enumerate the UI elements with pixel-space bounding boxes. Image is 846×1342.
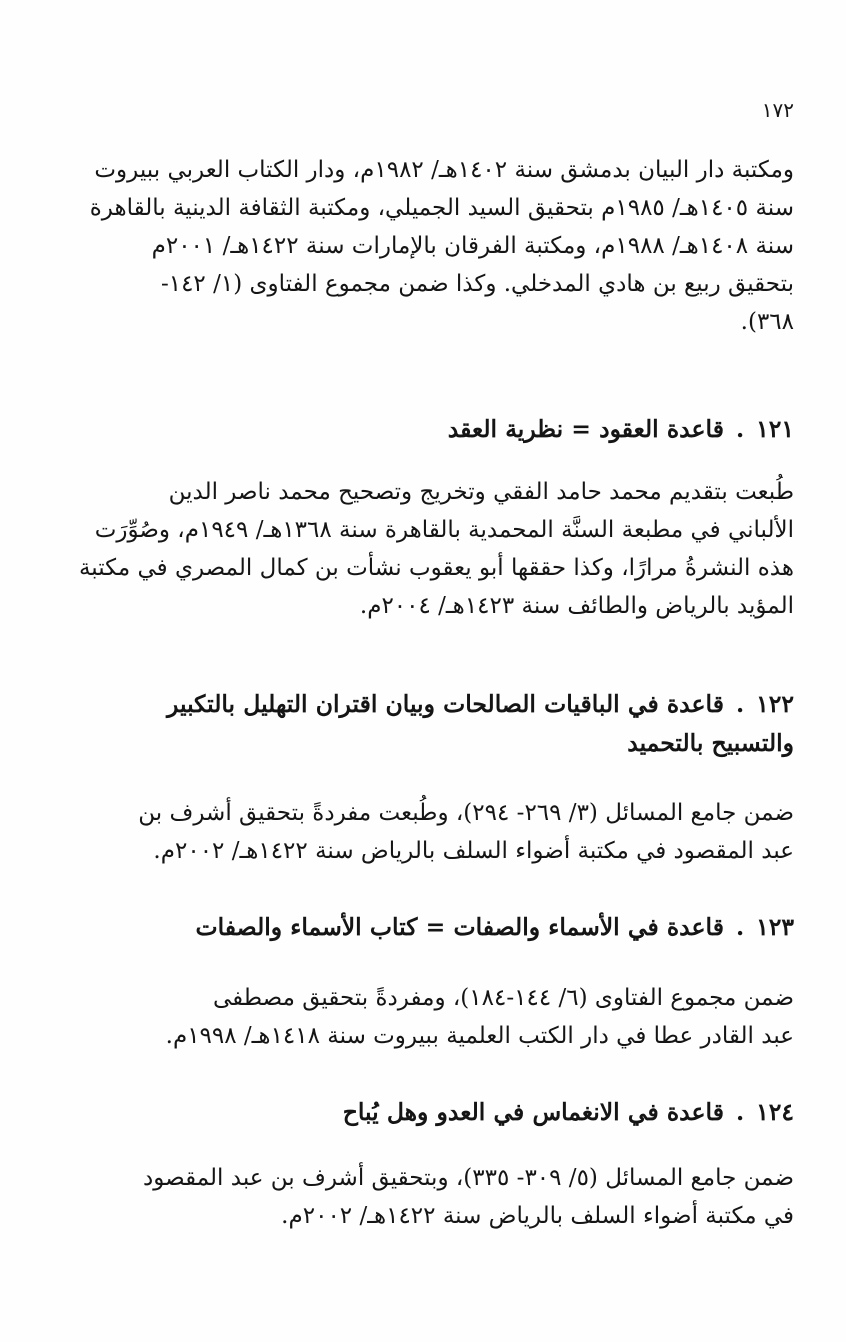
entry-number: ١٢١ (756, 415, 794, 443)
entry-heading-121 (52, 410, 794, 449)
text-line: ضمن جامع المسائل (٣/ ٢٦٩- ٢٩٤)، وطُبعت مفردةً بتحقيق أشرف بن (138, 800, 794, 826)
paragraph-122 (52, 795, 794, 871)
entry-heading-124 (52, 1093, 794, 1132)
entry-dot: . (735, 690, 745, 718)
entry-title: قاعدة في الباقيات الصالحات وبيان اقتران التهليل بالتكبير (167, 690, 724, 718)
paragraph-121 (52, 474, 794, 626)
paragraph-123 (52, 980, 794, 1056)
text-line: بتحقيق ربيع بن هادي المدخلي. وكذا ضمن مجموع الفتاوى (١/ ١٤٢- (160, 270, 794, 297)
paragraph-intro (52, 152, 794, 342)
text-line: سنة ١٤٠٥هـ/ ١٩٨٥م بتحقيق السيد الجميلي، ومكتبة الثقافة الدينية بالقاهرة (89, 194, 794, 221)
page-number: ١٧٢ (761, 98, 794, 122)
entry-number: ١٢٣ (756, 913, 794, 941)
text-line: في مكتبة أضواء السلف بالرياض سنة ١٤٢٢هـ/ ٢٠٠٢م. (281, 1202, 794, 1229)
text-line: المؤيد بالرياض والطائف سنة ١٤٢٣هـ/ ٢٠٠٤م. (359, 592, 794, 619)
text-line: عبد القادر عطا في دار الكتب العلمية ببيروت سنة ١٤١٨هـ/ ١٩٩٨م. (165, 1022, 794, 1049)
entry-title-line (52, 685, 794, 724)
entry-heading-122 (52, 685, 794, 763)
entry-number: ١٢٢ (756, 690, 794, 718)
entry-dot: . (735, 1098, 745, 1126)
text-line: الألباني في مطبعة السنَّة المحمدية بالقاهرة سنة ١٣٦٨هـ/ ١٩٤٩م، وصُوِّرَت (94, 516, 794, 543)
entry-dot: . (735, 913, 745, 941)
text-line: سنة ١٤٠٨هـ/ ١٩٨٨م، ومكتبة الفرقان بالإمارات سنة ١٤٢٢هـ/ ٢٠٠١م (151, 232, 794, 259)
text-line: هذه النشرةُ مرارًا، وكذا حققها أبو يعقوب نشأت بن كمال المصري في مكتبة (78, 554, 794, 581)
entry-title: قاعدة في الانغماس في العدو وهل يُباح (342, 1098, 724, 1126)
paragraph-124 (52, 1160, 794, 1236)
entry-title: قاعدة العقود = نظرية العقد (447, 415, 724, 443)
text-line: ٣٦٨). (740, 308, 794, 335)
text-line: ضمن مجموع الفتاوى (٦/ ١٤٤-١٨٤)، ومفردةً بتحقيق مصطفى (213, 985, 794, 1011)
entry-title: قاعدة في الأسماء والصفات = كتاب الأسماء والصفات (195, 913, 724, 941)
entry-dot: . (735, 415, 745, 443)
text-line: طُبعت بتقديم محمد حامد الفقي وتخريج وتصحيح محمد ناصر الدين (168, 479, 794, 505)
entry-number: ١٢٤ (756, 1098, 794, 1126)
text-line: ضمن جامع المسائل (٥/ ٣٠٩- ٣٣٥)، وبتحقيق أشرف بن عبد المقصود (143, 1165, 794, 1191)
entry-title-line: والتسبيح بالتحميد (627, 728, 794, 757)
text-line: ومكتبة دار البيان بدمشق سنة ١٤٠٢هـ/ ١٩٨٢م، ودار الكتاب العربي ببيروت (94, 157, 794, 183)
text-line: عبد المقصود في مكتبة أضواء السلف بالرياض سنة ١٤٢٢هـ/ ٢٠٠٢م. (153, 837, 794, 864)
entry-heading-123 (52, 908, 794, 947)
